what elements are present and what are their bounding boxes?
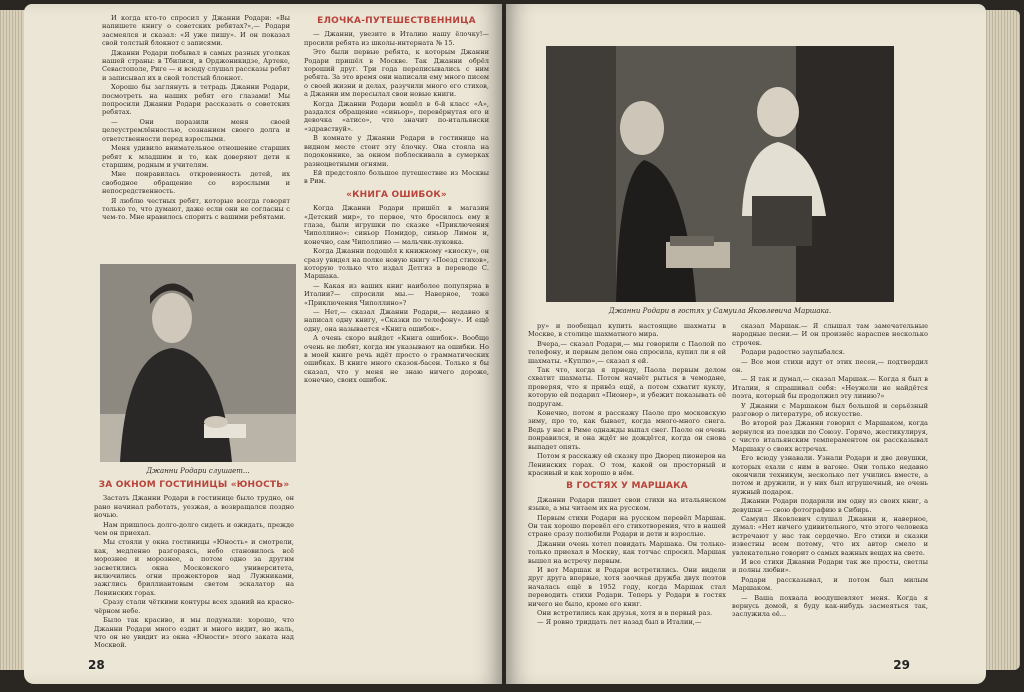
paragraph: Джанни Родари подарили им одну из своих книг, а девушки — свою фотографию в Сибирь. [732,497,928,514]
left-col1-bottom [94,476,294,662]
left-page [24,4,502,684]
paragraph: Это были первые ребята, к которым Джанни Родари пришёл в Москве. Так Джанни обрёл хороший друг. Три года переписывались с ним ребята. За это время они написали ему много писем о своей жизни и делах, разучили много его стихов, а Джанни им пересылал свои новые книги. [304,48,489,99]
paragraph: — Какая из ваших книг наиболее популярна в Италии?— спросили мы.— Наверное, тоже «Приключения Чиполлино»? [304,281,489,307]
caption-right-photo: Джанни Родари в гостях у Самуила Яковлевича Маршака. [608,307,832,315]
paragraph: В комнате у Джанни Родари в гостинице на видном месте стоит эту ёлочку. Она стояла на подоконнике, за окном поблескивала в сумерках разноцветными огнями. [304,134,489,168]
paragraph: И когда кто-то спросил у Джанни Родари: «Вы напишете книгу о советских ребятах?»,— Родари засмеялся и сказал: «Я уже пишу». И он показал свой толстый блокнот с записями. [102,14,290,48]
paragraph: — Я ровно тридцать лет назад был в Италии,— [537,618,702,627]
paragraph: Застать Джанни Родари в гостинице было трудно, он рано начинал работать, уезжая, а возвращался поздно ночью. [94,494,294,520]
paragraph: — Нет,— сказал Джанни Родари,— недавно я написал одну книгу, «Сказки по телефону». И ещё одну, она называется «Книга ошибок». [304,308,489,333]
paragraph: сказал Маршак.— Я слышал там замечательные народные песни.— И он произнёс нараспев несколько строчек. [732,322,928,347]
paragraph: Вчера,— сказал Родари,— мы говорили с Паолой по телефону, и первым делом она спросила, купил ли я ей шахматы. «Куплю»,— сказал я ей. [528,339,726,365]
page-number-right: 29 [893,658,910,672]
paragraph: Нам пришлось долго-долго сидеть и ожидать, прежде чем он приехал. [94,520,294,538]
paragraph: Так что, когда я приеду, Паола первым делом схватит шахматы. Потом начнёт рыться в чемодане, проверяя, что я привёз ещё, а потом схватит куклу, которую ей подарил «Пионер», и убежит показывать её подругам. [528,366,726,408]
paragraph: Во второй раз Джанни говорил с Маршаком, когда вернулся из поездки по Союзу. Горячо, жестикулируя, с чисто итальянским темпераментом он рассказывал Маршаку о своих встречах. [732,419,928,453]
paragraph: У Джанни с Маршаком был большой и серьёзный разговор о литературе, об искусстве. [732,401,928,419]
paragraph: Они встретились как друзья, хотя и в первый раз. [537,609,713,617]
paragraph: Меня удивило внимательное отношение старших ребят к младшим и то, как доверяют дети к старшим, родным и учителям. [102,144,290,169]
paragraph: Когда Джанни Родари вошёл в 6-й класс «А», раздался обращение «синьор», перевёрнутая его и девочка «атисо», что значит по-итальянски «здравствуй». [304,99,489,133]
right-col1 [528,322,726,674]
paragraph: Ей предстояло большое путешествие из Москвы в Рим. [304,168,489,186]
paragraph: Потом я расскажу ей сказку про Дворец пионеров на Ленинских горах. О том, какой он просторный и красивый и как хорошо в нём. [528,452,726,477]
paragraph: ру» и пообещал купить настоящие шахматы в Москве, в столице шахматного мира. [528,322,726,339]
paragraph: Самуил Яковлевич слушал Джанни и, наверное, думал: «Нет ничего удивительного, что этого человека встречают у нас так сердечно. Его стихи и сказки известны всем потому, что их автор смело и увлекательно говорит о самых важных вещах на свете. [732,514,928,557]
heading-elochka: ЕЛОЧКА-ПУТЕШЕСТВЕННИЦА [317,16,476,26]
heading-kniga-oshibok: «КНИГА ОШИБОК» [346,189,447,200]
photo-rodari-marshak [546,46,894,302]
paragraph: — Джанни, увезите в Италию нашу ёлочку!— просили ребята из школы-интерната № 15. [304,30,489,47]
book-edge-left [0,10,26,670]
caption-left-photo: Джанни Родари слушает... [146,467,250,475]
right-page [506,4,986,684]
paragraph: Джанни Родари побывал в самых разных уголках нашей страны: в Тбилиси, в Орджоникидзе, Артеке, Севастополе, Риге — и всюду слушал рассказы ребят и записывал их в свой толстый блокнот. [102,48,290,82]
paragraph: Конечно, потом я расскажу Паоле про московскую зиму, про то, как бывает, когда много-много снега. Ведь у нас в Риме однажды выпал снег. Паоле он очень понравился, и она ждёт не дождётся, когда он снова выпадет опять. [528,409,726,451]
page-number-left: 28 [88,658,105,672]
book-page-edges [984,10,1020,670]
paragraph: — Ваша похвала воодушевляет меня. Когда я вернусь домой, я буду как-нибудь засмеяться так, заслужила её... [732,593,928,619]
paragraph: Было так красиво, и мы подумали: хорошо, что Джанни Родари много ездит и много видит, но жаль, что он не увидит из окна «Юности» этого заката над Москвой. [94,616,294,650]
paragraph: Когда Джанни подошёл к книжному «киоску», он сразу увидел на полке новую книгу «Поезд стихов», которую только что издал Детгиз в переводе С. Маршака. [304,247,489,281]
paragraph: — Они поразили меня своей целеустремлённостью, сознанием своего долга и ответственности перед взрослыми. [102,117,290,143]
paragraph: Первым стихи Родари на русском перевёл Маршак. Он так хорошо перевёл его стихотворения, что в нашей стране сразу полюбили Родари и дети и взрослые. [528,513,726,539]
paragraph: Мы стояли у окна гостиницы «Юность» и смотрели, как, медленно разгораясь, небо становилось всё морознее и морознее, а потом одно за другим засветились окна Московского университета, включились огни прожекторов над Лужниками, зажглись бриллиантовым светом эскалатор на Ленинских горах. [94,538,294,597]
paragraph: Его всюду узнавали. Узнали Родари и две девушки, которых ехали с ним в вагоне. Они только недавно окончили техникум, несколько лет учились вместе, а потом и дружили, и у них был игрушечный, не очень нужный подарок. [732,454,928,496]
paragraph: Сразу стали чёткими контуры всех зданий на красно-чёрном небе. [94,598,294,615]
paragraph: — Я так и думал,— сказал Маршак.— Когда я был в Италии, я спрашивал себя: «Неужели не найдётся поэта, который бы продолжил эту линию?» [732,375,928,401]
paragraph: Родари рассказывал, и потом был милым Маршаком. [732,575,928,593]
right-col2 [732,322,928,652]
left-col2 [304,12,489,522]
paragraph: Хорошо бы заглянуть в тетрадь Джанни Родари, посмотреть на наших ребят его глазами! Мы попросили Джанни Родари рассказать о советских ребятах. [102,83,290,117]
paragraph: И вот Маршак и Родари встретились. Они видели друг друга впервые, хотя заочная дружба двух поэтов началась ещё в 1952 году, когда Маршак стал переводить стихи Родари. Теперь у Родари в гостях ничего не было, кроме его книг. [528,565,726,608]
heading-v-gostyakh: В ГОСТЯХ У МАРШАКА [566,481,688,492]
paragraph: Когда Джанни Родари пришёл в магазин «Детский мир», то первое, что бросилось ему в глаза, были игрушки по сказке «Приключения Чиполлино»: синьор Помидор, синьор Лимон и, конечно, сам Чиполлино — мальчик-луковка. [304,204,489,246]
photo-rodari-listening [100,264,296,462]
paragraph: А очень скоро выйдет «Книга ошибок». Вообще очень не любят, когда им указывают на ошибки. Но в моей книге речь идёт просто о грамматических ошибках. В книге много сказок-басен. Только я бы сказал, что у меня не знаю ничего дороже, конечно, своих ошибок. [304,334,489,385]
paragraph: Я люблю честных ребят, которые всегда говорят только то, что думают, даже если они не согласны с чем-то. Мне нравилось спорить с вашими ребятами. [102,196,290,222]
paragraph: И все стихи Джанни Родари так же просты, светлы и полны любви». [732,557,928,575]
paragraph: Джанни Родари пишет свои стихи на итальянском языке, а мы читаем их на русском. [528,495,726,513]
paragraph: Мне понравилась откровенность детей, их свободное обращение со взрослыми и непосредственность. [102,170,290,196]
paragraph: Родари радостно заулыбался. [741,348,845,357]
paragraph: — Все мои стихи идут от этих песен,— подтвердил он. [732,357,928,375]
heading-za-oknom: ЗА ОКНОМ ГОСТИНИЦЫ «ЮНОСТЬ» [98,480,290,490]
left-col1-top [102,14,290,256]
paragraph: Джанни очень хотел повидать Маршака. Он только-только приехал в Москву, как тотчас спросил. Маршак вышел на встречу первым. [528,539,726,565]
